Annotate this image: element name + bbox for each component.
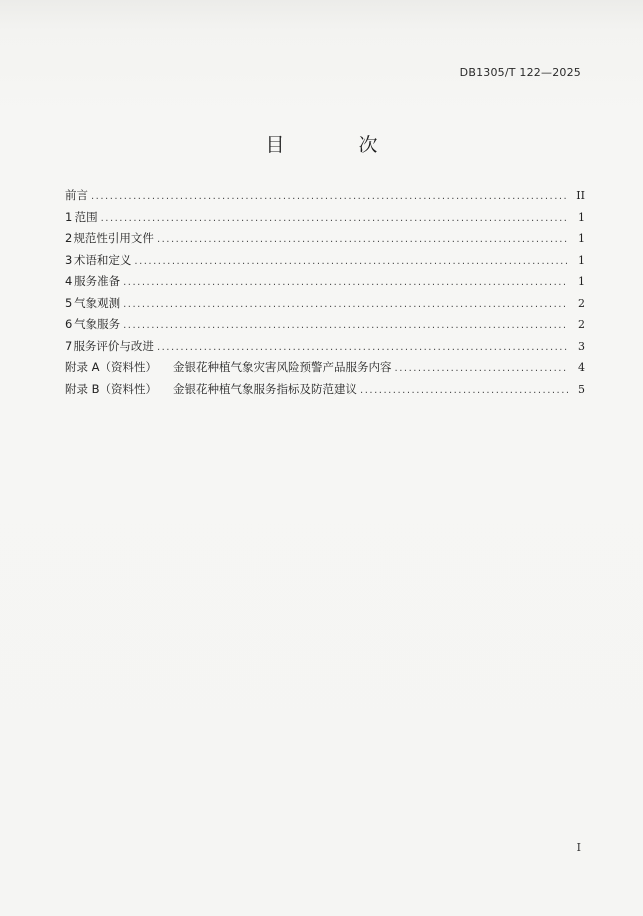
toc-entry-page: II	[576, 189, 585, 202]
toc-entry-page: 1	[578, 210, 585, 224]
toc-entry-foreword[interactable]	[65, 187, 585, 209]
toc-entry-label: 术语和定义	[73, 252, 132, 267]
toc-entry-label: 金银花种植气象服务指标及防范建议	[173, 381, 358, 396]
page-title: 目 次	[265, 134, 412, 156]
table-of-contents	[65, 187, 585, 402]
toc-entry-appendix-a[interactable]	[65, 359, 585, 381]
page-number: I	[576, 841, 581, 854]
dot-leader	[395, 363, 568, 374]
toc-entry-label: 前言	[65, 188, 88, 202]
toc-entry-number: 1	[65, 209, 73, 224]
toc-entry-weather-service[interactable]	[65, 316, 585, 338]
toc-entry-label: 服务评价与改进	[73, 338, 154, 353]
toc-entry-label: 规范性引用文件	[73, 231, 154, 245]
toc-entry-page: 2	[578, 318, 585, 331]
toc-entry-page: 1	[578, 253, 585, 267]
toc-entry-page: 1	[578, 232, 585, 245]
toc-entry-service-preparation[interactable]	[65, 273, 585, 295]
dot-leader	[101, 213, 568, 224]
appendix-tag: 附录 B（资料性）	[65, 381, 158, 396]
toc-entry-number: 4	[65, 274, 73, 288]
toc-entry-number: 7	[65, 338, 73, 353]
toc-entry-label: 气象服务	[74, 317, 121, 331]
toc-entry-label: 服务准备	[74, 274, 121, 288]
dot-leader	[157, 234, 568, 245]
dot-leader	[123, 320, 568, 331]
toc-entry-page: 1	[578, 275, 585, 288]
toc-entry-label: 范围	[74, 209, 98, 224]
toc-entry-weather-observation[interactable]	[65, 295, 585, 317]
dot-leader	[134, 256, 568, 267]
dot-leader	[91, 191, 568, 202]
toc-entry-label: 气象观测	[74, 295, 121, 310]
toc-entry-terms-definitions[interactable]	[65, 252, 585, 274]
toc-entry-normative-references[interactable]	[65, 230, 585, 252]
toc-entry-appendix-b[interactable]	[65, 381, 585, 403]
dot-leader	[360, 385, 568, 396]
toc-entry-number: 6	[65, 317, 73, 331]
toc-entry-service-evaluation[interactable]	[65, 338, 585, 360]
appendix-tag: 附录 A（资料性）	[65, 360, 158, 374]
toc-entry-number: 5	[65, 295, 73, 310]
toc-entry-page: 4	[578, 361, 585, 374]
toc-entry-page: 2	[578, 296, 585, 310]
toc-entry-scope[interactable]	[65, 209, 585, 231]
standard-code: DB1305/T 122—2025	[459, 66, 581, 79]
toc-entry-page: 3	[578, 339, 585, 353]
dot-leader	[123, 299, 568, 310]
toc-entry-page: 5	[578, 382, 585, 396]
toc-entry-label: 金银花种植气象灾害风险预警产品服务内容	[173, 360, 392, 374]
dot-leader	[157, 342, 568, 353]
dot-leader	[123, 277, 568, 288]
toc-entry-number: 3	[65, 252, 73, 267]
toc-entry-number: 2	[65, 231, 73, 245]
